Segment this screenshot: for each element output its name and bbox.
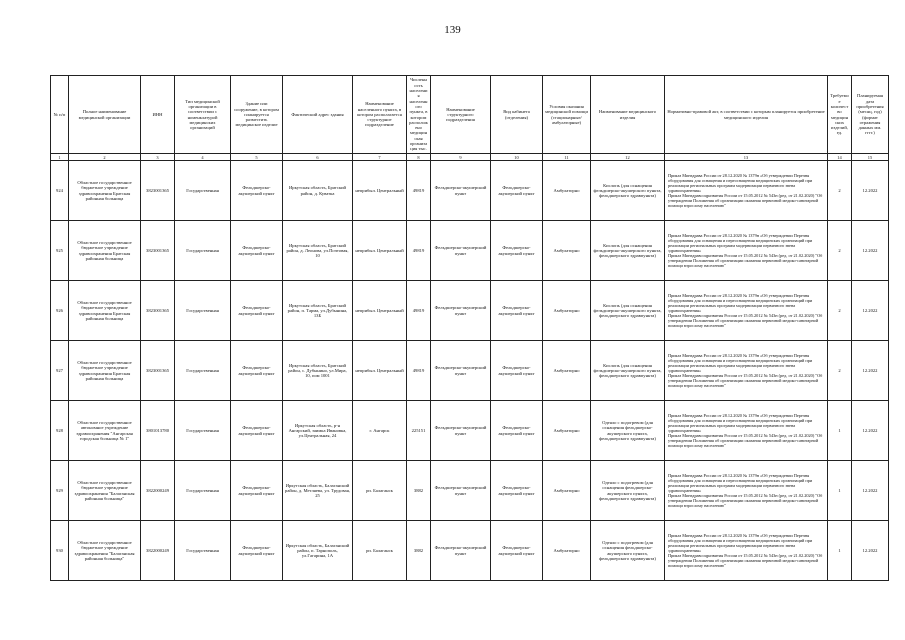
- column-number: 5: [231, 154, 283, 161]
- legal-act-line: Приказ Минздравсоцразвития России от 15.05.2012 № 543н (ред. от 21.02.2020) "Об утверждении Положения об организации оказания первичной медико-санитарной помощи взрослому населению": [668, 193, 823, 209]
- org-type-cell: Государственная: [175, 281, 231, 341]
- device-cell: Кислопь (для оснащения фельдшерско-акушерского пункта, фельдшерского здравпункта): [591, 281, 665, 341]
- row-number: 928: [51, 401, 69, 461]
- building-cell: Фельдшерско-акушерский пункт: [231, 401, 283, 461]
- header-cell: Планируемая дата приобретения (месяц, год) (формат отражения данных мм. гггг.): [852, 76, 889, 154]
- inn-cell: 3823001365: [141, 161, 175, 221]
- column-number: 11: [543, 154, 591, 161]
- inn-cell: 3823001365: [141, 341, 175, 401]
- legal-act-line: Приказ Минздравсоцразвития России от 15.05.2012 № 543н (ред. от 21.02.2020) "Об утверждении Положения об организации оказания первичной медико-санитарной помощи взрослому населению": [668, 373, 823, 389]
- building-cell: Фельдшерско-акушерский пункт: [231, 161, 283, 221]
- row-number: 929: [51, 461, 69, 521]
- date-cell: 12.2022: [852, 341, 889, 401]
- column-number: 1: [51, 154, 69, 161]
- building-cell: Фельдшерско-акушерский пункт: [231, 461, 283, 521]
- table-row: [51, 161, 889, 221]
- device-cell: Одеяло с подогревом (для оснащения фельдшерско-акушерского пункта, фельдшерского здравпункта): [591, 401, 665, 461]
- legal-act-line: Приказ Минздрава России от 28.12.2020 № 1379н «Об утверждении Перечня оборудования для оснащения и переоснащения медицинских организаций при реализации региональных программ модернизации первичного звена здравоохранения»: [668, 292, 813, 313]
- conditions-cell: Амбулаторно: [543, 401, 591, 461]
- settlement-cell: неприбыл. Центральный: [353, 221, 407, 281]
- column-number: 7: [353, 154, 407, 161]
- date-cell: 12.2022: [852, 161, 889, 221]
- row-number: 924: [51, 161, 69, 221]
- quantity-cell: 2: [828, 161, 852, 221]
- population-cell: 225151: [407, 401, 431, 461]
- organization-name: Областное государственное автономное учреждение здравоохранения "Ангарская городская больница № 1": [69, 401, 141, 461]
- unit-cell: Фельдшерско-акушерский пункт: [431, 401, 491, 461]
- legal-act-line: Приказ Минздравсоцразвития России от 15.05.2012 № 543н (ред. от 21.02.2020) "Об утверждении Положения об организации оказания первичной медико-санитарной помощи взрослому населению": [668, 553, 823, 569]
- population-cell: 49819: [407, 281, 431, 341]
- legal-act-cell: [665, 401, 828, 461]
- column-number: 13: [665, 154, 828, 161]
- population-cell: 49819: [407, 221, 431, 281]
- column-number: 15: [852, 154, 889, 161]
- date-cell: 12.2022: [852, 221, 889, 281]
- unit-cell: Фельдшерско-акушерский пункт: [431, 461, 491, 521]
- header-cell: Здание или сооружение, в котором планируется разместить медицинское изделие: [231, 76, 283, 154]
- legal-act-line: Приказ Минздрава России от 28.12.2020 № 1379н «Об утверждении Перечня оборудования для оснащения и переоснащения медицинских организаций при реализации региональных программ модернизации первичного звена здравоохранения»: [668, 352, 813, 373]
- legal-act-line: Приказ Минздрава России от 28.12.2020 № 1379н «Об утверждении Перечня оборудования для оснащения и переоснащения медицинских организаций при реализации региональных программ модернизации первичного звена здравоохранения»: [668, 412, 813, 433]
- device-cell: Кислопь (для оснащения фельдшерско-акушерского пункта, фельдшерского здравпункта): [591, 341, 665, 401]
- population-cell: 49819: [407, 341, 431, 401]
- building-cell: Фельдшерско-акушерский пункт: [231, 521, 283, 581]
- cabinet-cell: Фельдшерско-акушерский пункт: [491, 521, 543, 581]
- building-cell: Фельдшерско-акушерский пункт: [231, 281, 283, 341]
- conditions-cell: Амбулаторно: [543, 221, 591, 281]
- legal-act-line: Приказ Минздравсоцразвития России от 15.05.2012 № 543н (ред. от 21.02.2020) "Об утверждении Положения об организации оказания первичной медико-санитарной помощи взрослому населению": [668, 433, 823, 449]
- legal-act-line: Приказ Минздрава России от 28.12.2020 № 1379н «Об утверждении Перечня оборудования для оснащения и переоснащения медицинских организаций при реализации региональных программ модернизации первичного звена здравоохранения»: [668, 232, 813, 253]
- header-cell: Наименование населенного пункта, в котором располагается структурное подразделение: [353, 76, 407, 154]
- building-cell: Фельдшерско-акушерский пункт: [231, 341, 283, 401]
- legal-act-cell: [665, 461, 828, 521]
- quantity-cell: 1: [828, 521, 852, 581]
- table-row: [51, 461, 889, 521]
- date-cell: 12.2022: [852, 521, 889, 581]
- legal-act-cell: [665, 161, 828, 221]
- column-number: 14: [828, 154, 852, 161]
- header-cell: № п/п: [51, 76, 69, 154]
- column-number: 12: [591, 154, 665, 161]
- legal-act-line: Приказ Минздрава России от 28.12.2020 № 1379н «Об утверждении Перечня оборудования для оснащения и переоснащения медицинских организаций при реализации региональных программ модернизации первичного звена здравоохранения»: [668, 172, 813, 193]
- settlement-cell: рп. Балаганск: [353, 461, 407, 521]
- header-cell: Тип медицинской организации в соответствии с номенклатурой медицинских организаций: [175, 76, 231, 154]
- org-type-cell: Государственная: [175, 521, 231, 581]
- conditions-cell: Амбулаторно: [543, 461, 591, 521]
- inn-cell: 3801013780: [141, 401, 175, 461]
- cabinet-cell: Фельдшерско-акушерский пункт: [491, 341, 543, 401]
- legal-act-line: Приказ Минздрава России от 28.12.2020 № 1379н «Об утверждении Перечня оборудования для оснащения и переоснащения медицинских организаций при реализации региональных программ модернизации первичного звена здравоохранения»: [668, 472, 813, 493]
- address-cell: Иркутская область, Братский район, д. Куватка: [283, 161, 353, 221]
- population-cell: 49819: [407, 161, 431, 221]
- inn-cell: 3823001365: [141, 221, 175, 281]
- header-cell: Наименование медицинского изделия: [591, 76, 665, 154]
- date-cell: 12.2022: [852, 401, 889, 461]
- inn-cell: 3823001365: [141, 281, 175, 341]
- date-cell: 12.2022: [852, 281, 889, 341]
- settlement-cell: неприбыл. Центральный: [353, 341, 407, 401]
- cabinet-cell: Фельдшерско-акушерский пункт: [491, 161, 543, 221]
- address-cell: Иркутская область, Братский район, д. Леонова, ул.Почтовая, 10: [283, 221, 353, 281]
- org-type-cell: Государственная: [175, 221, 231, 281]
- inn-cell: 3822000249: [141, 521, 175, 581]
- column-number: 8: [407, 154, 431, 161]
- header-row: [51, 76, 889, 154]
- legal-act-line: Приказ Минздравсоцразвития России от 15.05.2012 № 543н (ред. от 21.02.2020) "Об утверждении Положения об организации оказания первичной медико-санитарной помощи взрослому населению": [668, 313, 823, 329]
- row-number: 926: [51, 281, 69, 341]
- header-cell: Требуемое количество медицинских изделий, ед.: [828, 76, 852, 154]
- unit-cell: Фельдшерско-акушерский пункт: [431, 161, 491, 221]
- address-cell: Иркутская область, Братский район, п. Тарма, ул.Дубынина, 13Б: [283, 281, 353, 341]
- legal-act-cell: [665, 281, 828, 341]
- org-type-cell: Государственная: [175, 401, 231, 461]
- legal-act-line: Приказ Минздравсоцразвития России от 15.05.2012 № 543н (ред. от 21.02.2020) "Об утверждении Положения об организации оказания первичной медико-санитарной помощи взрослому населению": [668, 253, 823, 269]
- device-cell: Одеяло с подогревом (для оснащения фельдшерско-акушерского пункта, фельдшерского здравпункта): [591, 521, 665, 581]
- header-cell: ИНН: [141, 76, 175, 154]
- column-number: 2: [69, 154, 141, 161]
- population-cell: 3882: [407, 521, 431, 581]
- row-number: 927: [51, 341, 69, 401]
- unit-cell: Фельдшерско-акушерский пункт: [431, 221, 491, 281]
- table-row: [51, 341, 889, 401]
- header-cell: Полное наименование медицинской организации: [69, 76, 141, 154]
- org-type-cell: Государственная: [175, 341, 231, 401]
- organization-name: Областное государственное бюджетное учреждение здравоохранения "Балаганская районная больница": [69, 461, 141, 521]
- address-cell: Иркутская область, Балаганский район, д. Метляева, ул. Трудовая, 25: [283, 461, 353, 521]
- legal-act-line: Приказ Минздравсоцразвития России от 15.05.2012 № 543н (ред. от 21.02.2020) "Об утверждении Положения об организации оказания первичной медико-санитарной помощи взрослому населению": [668, 493, 823, 509]
- column-number: 6: [283, 154, 353, 161]
- organization-name: Областное государственное бюджетное учреждение здравоохранения Братская районная больница: [69, 221, 141, 281]
- conditions-cell: Амбулаторно: [543, 521, 591, 581]
- header-cell: Фактический адрес здания: [283, 76, 353, 154]
- column-number: 9: [431, 154, 491, 161]
- organization-name: Областное государственное бюджетное учреждение здравоохранения Братская районная больница: [69, 341, 141, 401]
- organization-name: Областное государственное бюджетное учреждение здравоохранения Братская районная больница: [69, 281, 141, 341]
- header-cell: Нормативно-правовой акт, в соответствии с которым планируется приобретение медицинского изделия: [665, 76, 828, 154]
- row-number: 925: [51, 221, 69, 281]
- address-cell: Иркутская область, р-н Ангарский, заимка Ивановка, ул.Центральная, 24: [283, 401, 353, 461]
- organization-name: Областное государственное бюджетное учреждение здравоохранения "Балаганская районная больница": [69, 521, 141, 581]
- settlement-cell: неприбыл. Центральный: [353, 281, 407, 341]
- quantity-cell: 2: [828, 281, 852, 341]
- table-row: [51, 521, 889, 581]
- inn-cell: 3822000249: [141, 461, 175, 521]
- cabinet-cell: Фельдшерско-акушерский пункт: [491, 401, 543, 461]
- conditions-cell: Амбулаторно: [543, 341, 591, 401]
- legal-act-line: Приказ Минздрава России от 28.12.2020 № 1379н «Об утверждении Перечня оборудования для оснащения и переоснащения медицинских организаций при реализации региональных программ модернизации первичного звена здравоохранения»: [668, 532, 813, 553]
- unit-cell: Фельдшерско-акушерский пункт: [431, 281, 491, 341]
- address-cell: Иркутская область, Балаганский район, п. Тарнополь, ул.Гагарина, 1А: [283, 521, 353, 581]
- legal-act-cell: [665, 221, 828, 281]
- building-cell: Фельдшерско-акушерский пункт: [231, 221, 283, 281]
- population-cell: 3882: [407, 461, 431, 521]
- organization-name: Областное государственное бюджетное учреждение здравоохранения Братская районная больница: [69, 161, 141, 221]
- table-row: [51, 401, 889, 461]
- cabinet-cell: Фельдшерско-акушерский пункт: [491, 221, 543, 281]
- legal-act-cell: [665, 521, 828, 581]
- org-type-cell: Государственная: [175, 461, 231, 521]
- equipment-register-table: [50, 75, 889, 581]
- column-number: 3: [141, 154, 175, 161]
- legal-act-cell: [665, 341, 828, 401]
- column-number: 4: [175, 154, 231, 161]
- quantity-cell: 1: [828, 461, 852, 521]
- column-number: 10: [491, 154, 543, 161]
- settlement-cell: г. Ангарск: [353, 401, 407, 461]
- table-row: [51, 221, 889, 281]
- device-cell: Кислопь (для оснащения фельдшерско-акушерского пункта, фельдшерского здравпункта): [591, 161, 665, 221]
- header-cell: Численность населения населенного пункта, в котором расположено медицинская организация тыс.: [407, 76, 431, 154]
- row-number: 930: [51, 521, 69, 581]
- header-cell: Вид кабинета (отделения): [491, 76, 543, 154]
- date-cell: 12.2022: [852, 461, 889, 521]
- quantity-cell: 1: [828, 401, 852, 461]
- device-cell: Одеяло с подогревом (для оснащения фельдшерско-акушерского пункта, фельдшерского здравпункта): [591, 461, 665, 521]
- settlement-cell: неприбыл. Центральный: [353, 161, 407, 221]
- conditions-cell: Амбулаторно: [543, 161, 591, 221]
- settlement-cell: рп. Балаганск: [353, 521, 407, 581]
- table-row: [51, 281, 889, 341]
- header-cell: Наименование структурного подразделения: [431, 76, 491, 154]
- unit-cell: Фельдшерско-акушерский пункт: [431, 341, 491, 401]
- cabinet-cell: Фельдшерско-акушерский пункт: [491, 281, 543, 341]
- unit-cell: Фельдшерско-акушерский пункт: [431, 521, 491, 581]
- address-cell: Иркутская область, Братский район, с. Дубынино, ул.Мира, 10, пом 1001: [283, 341, 353, 401]
- conditions-cell: Амбулаторно: [543, 281, 591, 341]
- org-type-cell: Государственная: [175, 161, 231, 221]
- cabinet-cell: Фельдшерско-акушерский пункт: [491, 461, 543, 521]
- quantity-cell: 2: [828, 221, 852, 281]
- device-cell: Кислопь (для оснащения фельдшерско-акушерского пункта, фельдшерского здравпункта): [591, 221, 665, 281]
- column-number-row: [51, 154, 889, 161]
- header-cell: Условия оказания медицинской помощи (стационарные/амбулаторные): [543, 76, 591, 154]
- page-number: 139: [444, 24, 461, 36]
- quantity-cell: 2: [828, 341, 852, 401]
